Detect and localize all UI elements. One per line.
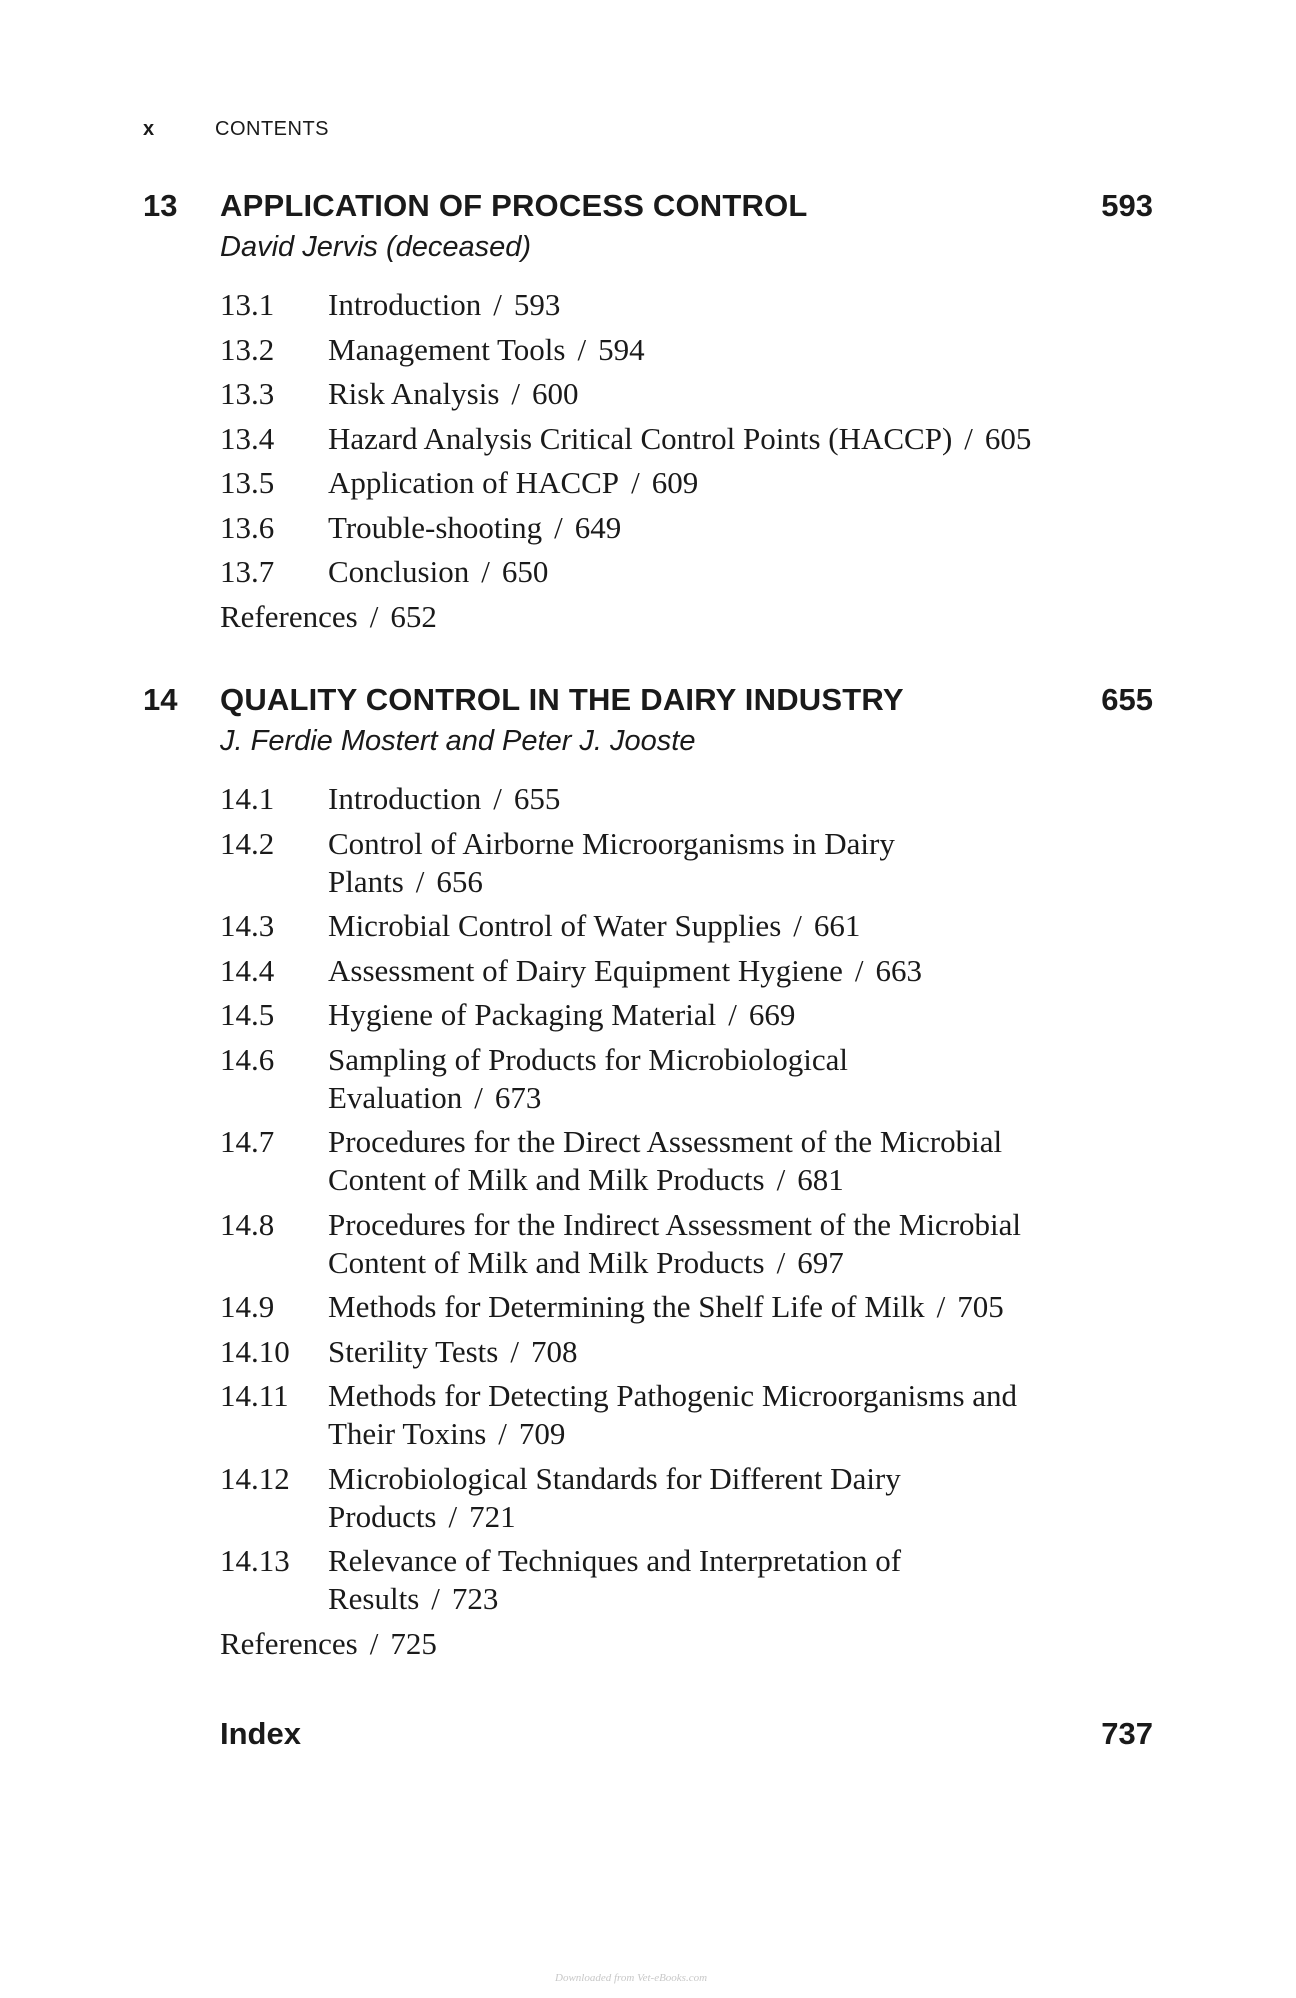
separator: / — [793, 908, 802, 943]
chapter-title: QUALITY CONTROL IN THE DAIRY INDUSTRY — [220, 682, 904, 717]
separator: / — [554, 509, 563, 545]
chapter-13 — [143, 188, 1153, 636]
separator: / — [369, 598, 379, 634]
toc-entry[interactable] — [220, 1377, 1153, 1453]
section-list — [220, 780, 1153, 1618]
section-title: Risk Analysis — [328, 376, 500, 411]
section-number: 14.10 — [220, 1333, 290, 1369]
section-list — [220, 286, 1153, 591]
section-page: 593 — [513, 287, 561, 322]
section-page: 605 — [984, 420, 1032, 456]
section-title: Application of HACCP — [328, 465, 620, 500]
toc-entry[interactable] — [220, 464, 1153, 502]
section-title: Sampling of Products for Microbiological Evaluation — [328, 1041, 849, 1115]
toc-entry[interactable] — [220, 825, 1153, 901]
page-number: x — [143, 118, 155, 140]
chapter-number: 13 — [143, 188, 178, 223]
section-page: 600 — [532, 376, 579, 411]
section-page: 609 — [651, 465, 699, 500]
section-title: Introduction — [328, 781, 482, 816]
separator: / — [448, 1498, 458, 1534]
section-number: 14.5 — [220, 997, 275, 1032]
running-title: CONTENTS — [215, 118, 329, 140]
section-page: 721 — [469, 1498, 516, 1534]
section-number: 14.3 — [220, 908, 275, 943]
section-page: 655 — [513, 781, 561, 816]
chapter-author: David Jervis (deceased) — [220, 231, 532, 263]
separator: / — [631, 465, 640, 500]
toc-entry[interactable] — [220, 996, 1153, 1034]
toc-entry[interactable] — [220, 331, 1153, 369]
chapter-page: 593 — [1101, 188, 1153, 223]
section-number: 14.8 — [220, 1206, 275, 1242]
chapter-page: 655 — [1101, 682, 1153, 717]
section-page: 661 — [813, 908, 861, 943]
references-entry[interactable] — [220, 598, 1153, 636]
section-title: Assessment of Dairy Equipment Hygiene — [328, 952, 843, 988]
references-page: 725 — [390, 1625, 437, 1661]
separator: / — [493, 287, 502, 322]
toc-entry[interactable] — [220, 1041, 1153, 1117]
separator: / — [369, 1625, 379, 1661]
section-page: 697 — [797, 1244, 844, 1280]
section-title: Microbiological Standards for Different Dairy Products — [328, 1460, 901, 1534]
separator: / — [481, 554, 490, 589]
index-page: 737 — [1101, 1716, 1153, 1751]
section-page: 656 — [436, 863, 483, 899]
section-number: 14.4 — [220, 952, 275, 988]
section-number: 13.4 — [220, 420, 275, 456]
separator: / — [854, 952, 864, 988]
section-number: 14.2 — [220, 825, 275, 861]
chapter-14 — [143, 682, 1153, 1663]
section-number: 14.1 — [220, 781, 275, 816]
section-number: 14.9 — [220, 1289, 275, 1324]
section-title: Control of Airborne Microorganisms in Dairy Plants — [328, 825, 895, 899]
section-title: Procedures for the Direct Assessment of the Microbial Content of Milk and Milk Products — [328, 1124, 1003, 1197]
separator: / — [493, 781, 502, 816]
separator: / — [498, 1416, 507, 1451]
section-title: Introduction — [328, 287, 482, 322]
section-page: 708 — [530, 1333, 578, 1369]
separator: / — [577, 331, 587, 367]
separator: / — [474, 1079, 483, 1115]
section-number: 13.2 — [220, 331, 275, 367]
index-label: Index — [220, 1716, 301, 1751]
section-number: 13.5 — [220, 465, 275, 500]
toc-entry[interactable] — [220, 553, 1153, 591]
section-title: Hazard Analysis Critical Control Points (HACCP) — [328, 420, 953, 456]
section-title: Conclusion — [328, 554, 470, 589]
index-entry[interactable] — [220, 1716, 1153, 1756]
section-title: Sterility Tests — [328, 1333, 499, 1369]
toc-entry[interactable] — [220, 1288, 1153, 1326]
section-number: 14.7 — [220, 1124, 275, 1159]
separator: / — [776, 1244, 786, 1280]
separator: / — [431, 1581, 440, 1616]
section-page: 709 — [518, 1416, 566, 1451]
section-page: 705 — [957, 1289, 1004, 1324]
separator: / — [415, 863, 425, 899]
section-page: 649 — [574, 509, 622, 545]
section-page: 681 — [797, 1162, 844, 1197]
section-title: Microbial Control of Water Supplies — [328, 908, 782, 943]
references-entry[interactable] — [220, 1625, 1153, 1663]
separator: / — [511, 376, 521, 411]
section-number: 14.6 — [220, 1041, 275, 1077]
section-title: Methods for Determining the Shelf Life of Milk — [328, 1289, 925, 1324]
toc-entry[interactable] — [220, 1123, 1153, 1199]
section-number: 13.1 — [220, 287, 275, 322]
section-title: Procedures for the Indirect Assessment of the Microbial Content of Milk and Milk Products — [328, 1206, 1022, 1280]
toc-entry[interactable] — [220, 1206, 1153, 1282]
separator: / — [728, 997, 737, 1032]
toc-entry[interactable] — [220, 1542, 1153, 1618]
section-page: 663 — [875, 952, 922, 988]
download-watermark: Downloaded from Vet-eBooks.com — [555, 1972, 708, 1984]
section-title: Hygiene of Packaging Material — [328, 997, 717, 1032]
toc-entry[interactable] — [220, 907, 1153, 945]
toc-entry[interactable] — [220, 780, 1153, 818]
chapter-heading[interactable] — [143, 188, 1153, 228]
section-number: 14.13 — [220, 1543, 290, 1578]
section-number: 14.11 — [220, 1378, 289, 1413]
references-label: References — [220, 598, 358, 634]
toc-entry[interactable] — [220, 1333, 1153, 1371]
section-number: 13.7 — [220, 554, 275, 589]
section-number: 13.6 — [220, 509, 275, 545]
chapter-number: 14 — [143, 682, 178, 717]
separator: / — [936, 1289, 946, 1324]
toc-entry[interactable] — [220, 375, 1153, 413]
references-page: 652 — [390, 598, 437, 634]
chapter-heading[interactable] — [143, 682, 1153, 722]
section-page: 673 — [494, 1079, 542, 1115]
section-title: Management Tools — [328, 331, 566, 367]
toc-entry[interactable] — [220, 286, 1153, 324]
section-title: Methods for Detecting Pathogenic Microorganisms and Their Toxins — [328, 1378, 1018, 1451]
section-title: Relevance of Techniques and Interpretation of Results — [328, 1543, 902, 1616]
section-number: 14.12 — [220, 1460, 290, 1496]
section-page: 594 — [598, 331, 645, 367]
chapter-title: APPLICATION OF PROCESS CONTROL — [220, 188, 808, 223]
toc-entry[interactable] — [220, 509, 1153, 547]
page-header — [143, 118, 329, 141]
toc-entry[interactable] — [220, 1460, 1153, 1536]
section-page: 723 — [451, 1581, 499, 1616]
toc-entry[interactable] — [220, 952, 1153, 990]
chapter-author: J. Ferdie Mostert and Peter J. Jooste — [220, 725, 696, 757]
section-title: Trouble-shooting — [328, 509, 543, 545]
separator: / — [510, 1333, 519, 1369]
section-number: 13.3 — [220, 376, 275, 411]
references-label: References — [220, 1625, 358, 1661]
toc-entry[interactable] — [220, 420, 1153, 458]
separator: / — [964, 420, 973, 456]
section-page: 650 — [501, 554, 549, 589]
section-page: 669 — [748, 997, 796, 1032]
separator: / — [776, 1162, 786, 1197]
